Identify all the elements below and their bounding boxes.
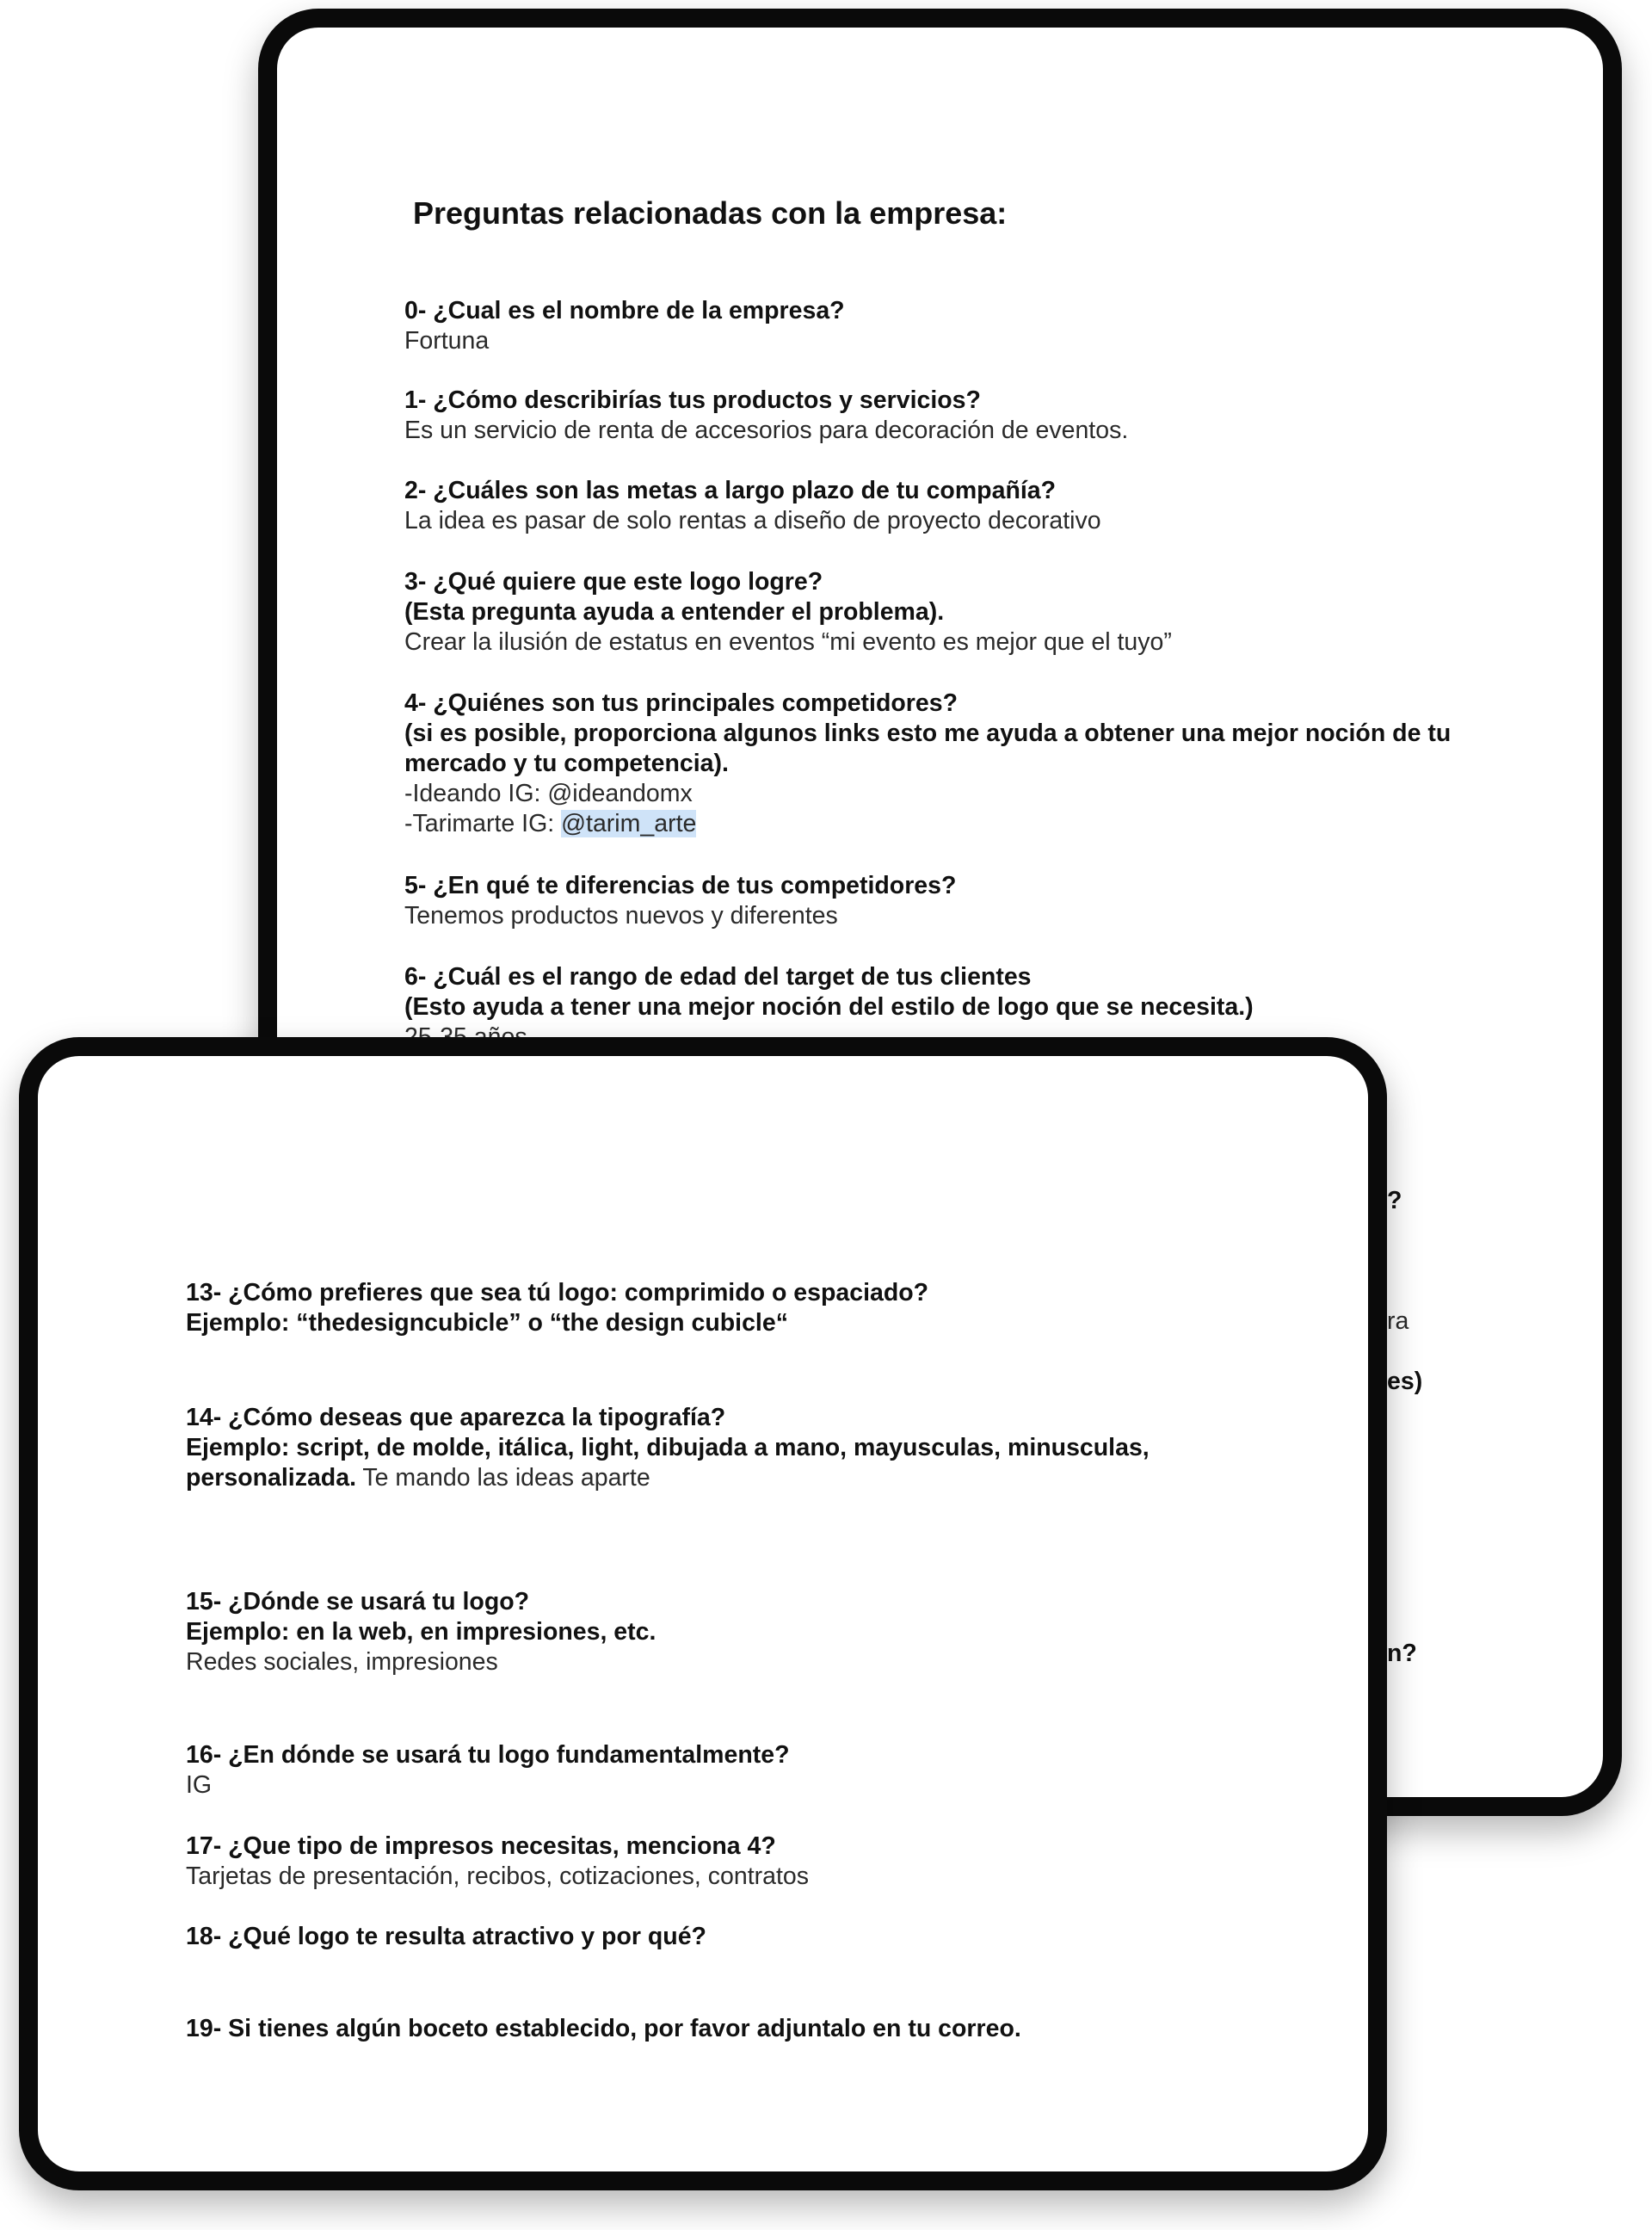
question-4 [404,689,1451,839]
question-text: 5- ¿En qué te diferencias de tus competidores? [404,872,957,899]
peek-fragment-3: es) [1387,1368,1423,1395]
competitor-2-prefix: -Tarimarte IG: [404,810,562,837]
answer-text: Es un servicio de renta de accesorios para decoración de eventos. [404,417,1129,444]
question-text: 1- ¿Cómo describirías tus productos y servicios? [404,386,981,414]
answer-text: Fortuna [404,327,490,355]
question-text: 4- ¿Quiénes son tus principales competidores? [404,689,958,717]
question-text: 13- ¿Cómo prefieres que sea tú logo: comprimido o espaciado? [186,1279,929,1306]
question-example-cont [186,1463,1150,1493]
document-title: Preguntas relacionadas con la empresa: [413,195,1008,231]
question-text: 2- ¿Cuáles son las metas a largo plazo de tu compañía? [404,477,1057,504]
question-19 [186,2014,1021,2044]
answer-text: Redes sociales, impresiones [186,1648,498,1676]
question-text: 19- Si tienes algún boceto establecido, por favor adjuntalo en tu correo. [186,2015,1021,2042]
question-text: 17- ¿Que tipo de impresos necesitas, menciona 4? [186,1832,776,1860]
answer-competitor-2 [404,809,1451,839]
question-16 [186,1740,790,1801]
question-17 [186,1832,809,1892]
answer-competitor-1: -Ideando IG: @ideandomx [404,780,693,807]
front-document-page [19,1037,1387,2190]
question-3 [404,567,1172,658]
question-note: (Esto ayuda a tener una mejor noción del estilo de logo que se necesita.) [404,993,1254,1021]
question-note-cont: mercado y tu competencia). [404,750,729,777]
question-example: Ejemplo: script, de molde, itálica, light, dibujada a mano, mayusculas, minusculas, [186,1434,1150,1461]
example-end: personalizada. [186,1464,356,1492]
answer-text: La idea es pasar de solo rentas a diseño de proyecto decorativo [404,507,1101,534]
answer-text: Crear la ilusión de estatus en eventos “mi evento es mejor que el tuyo” [404,628,1172,656]
question-text: 0- ¿Cual es el nombre de la empresa? [404,297,845,324]
answer-text: IG [186,1771,213,1799]
question-14 [186,1403,1150,1493]
question-2 [404,476,1101,536]
question-text: 14- ¿Cómo deseas que aparezca la tipografía? [186,1404,726,1431]
question-text: 6- ¿Cuál es el rango de edad del target de tus clientes [404,963,1032,991]
peek-fragment-1: ? [1387,1187,1402,1214]
question-18 [186,1922,706,1952]
question-text: 15- ¿Dónde se usará tu logo? [186,1588,530,1615]
question-note: (si es posible, proporciona algunos links esto me ayuda a obtener una mejor noción de tu [404,720,1452,747]
question-5 [404,871,956,931]
question-13 [186,1278,928,1338]
question-1 [404,386,1128,446]
question-text: 18- ¿Qué logo te resulta atractivo y por qué? [186,1923,706,1950]
answer-text: Tenemos productos nuevos y diferentes [404,902,838,930]
answer-text: Tarjetas de presentación, recibos, cotizaciones, contratos [186,1862,809,1890]
peek-fragment-2: ra [1387,1307,1409,1335]
question-text: 16- ¿En dónde se usará tu logo fundamentalmente? [186,1741,790,1769]
answer-text: Te mando las ideas aparte [355,1464,650,1492]
question-text: 3- ¿Qué quiere que este logo logre? [404,568,823,596]
peek-fragment-4: n? [1387,1640,1417,1667]
question-15 [186,1587,656,1677]
question-0 [404,296,845,356]
question-example: Ejemplo: en la web, en impresiones, etc. [186,1618,656,1646]
question-note: (Esta pregunta ayuda a entender el problema). [404,598,945,626]
highlighted-handle: @tarim_arte [561,810,697,837]
question-example: Ejemplo: “thedesigncubicle” o “the design cubicle“ [186,1309,788,1337]
